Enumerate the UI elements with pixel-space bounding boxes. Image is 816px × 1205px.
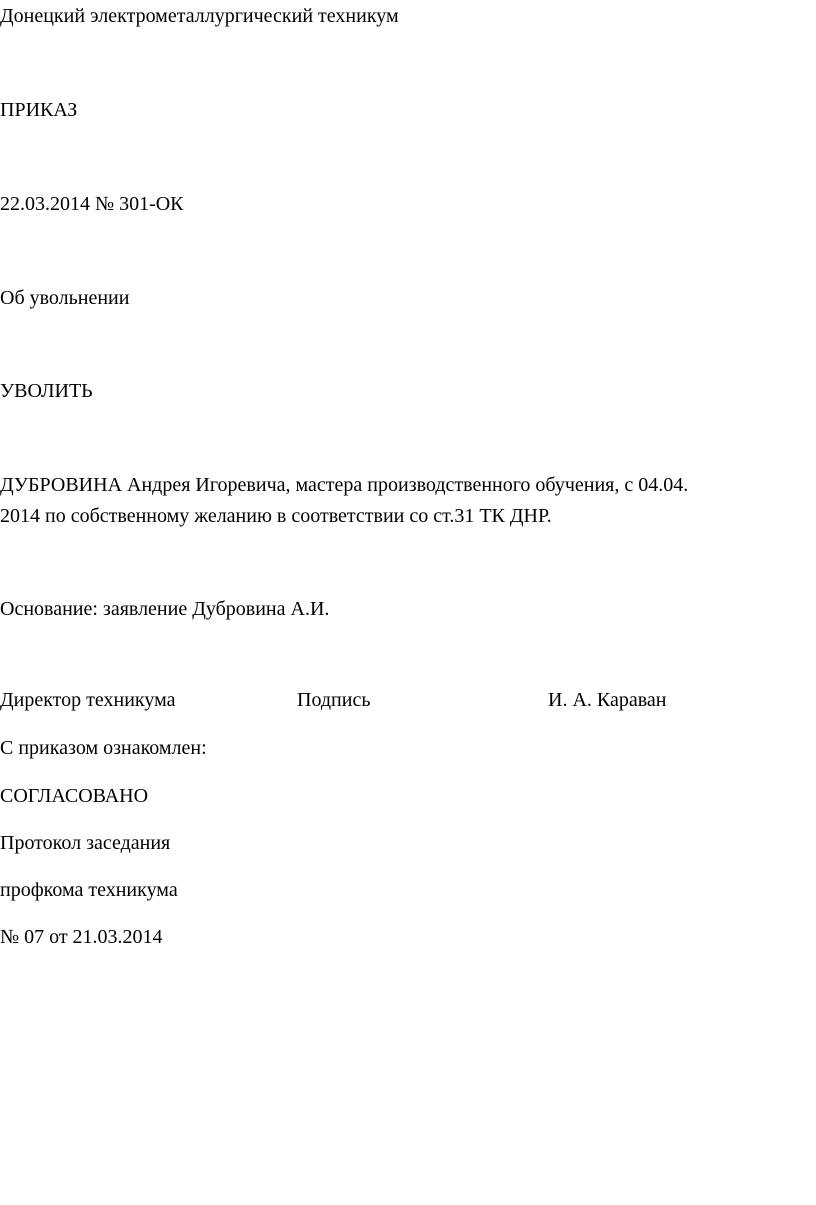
order-date-number: 22.03.2014 № 301-ОК: [0, 193, 184, 215]
order-action: УВОЛИТЬ: [0, 380, 93, 402]
document-type: ПРИКАЗ: [0, 99, 78, 121]
order-basis: Основание: заявление Дубровина А.И.: [0, 598, 330, 620]
order-body-line-1: ДУБРОВИНА Андрея Игоревича, мастера производственного обучения, с 04.04.: [0, 474, 689, 496]
organization-name: Донецкий электрометаллургический техникум: [0, 5, 399, 27]
order-body-line-2: 2014 по собственному желанию в соответствии со ст.31 ТК ДНР.: [0, 505, 552, 527]
signature-label: Подпись: [297, 689, 371, 711]
signature-position: Директор техникума: [0, 689, 176, 711]
protocol-line-2: профкома техникума: [0, 879, 178, 901]
signatory-name: И. А. Караван: [548, 689, 667, 711]
protocol-line-3: № 07 от 21.03.2014: [0, 926, 163, 948]
approval-stamp: СОГЛАСОВАНО: [0, 785, 149, 807]
order-subject: Об увольнении: [0, 287, 130, 309]
protocol-line-1: Протокол заседания: [0, 832, 171, 854]
signature-row: [0, 688, 816, 712]
acknowledgement: С приказом ознакомлен:: [0, 737, 207, 759]
